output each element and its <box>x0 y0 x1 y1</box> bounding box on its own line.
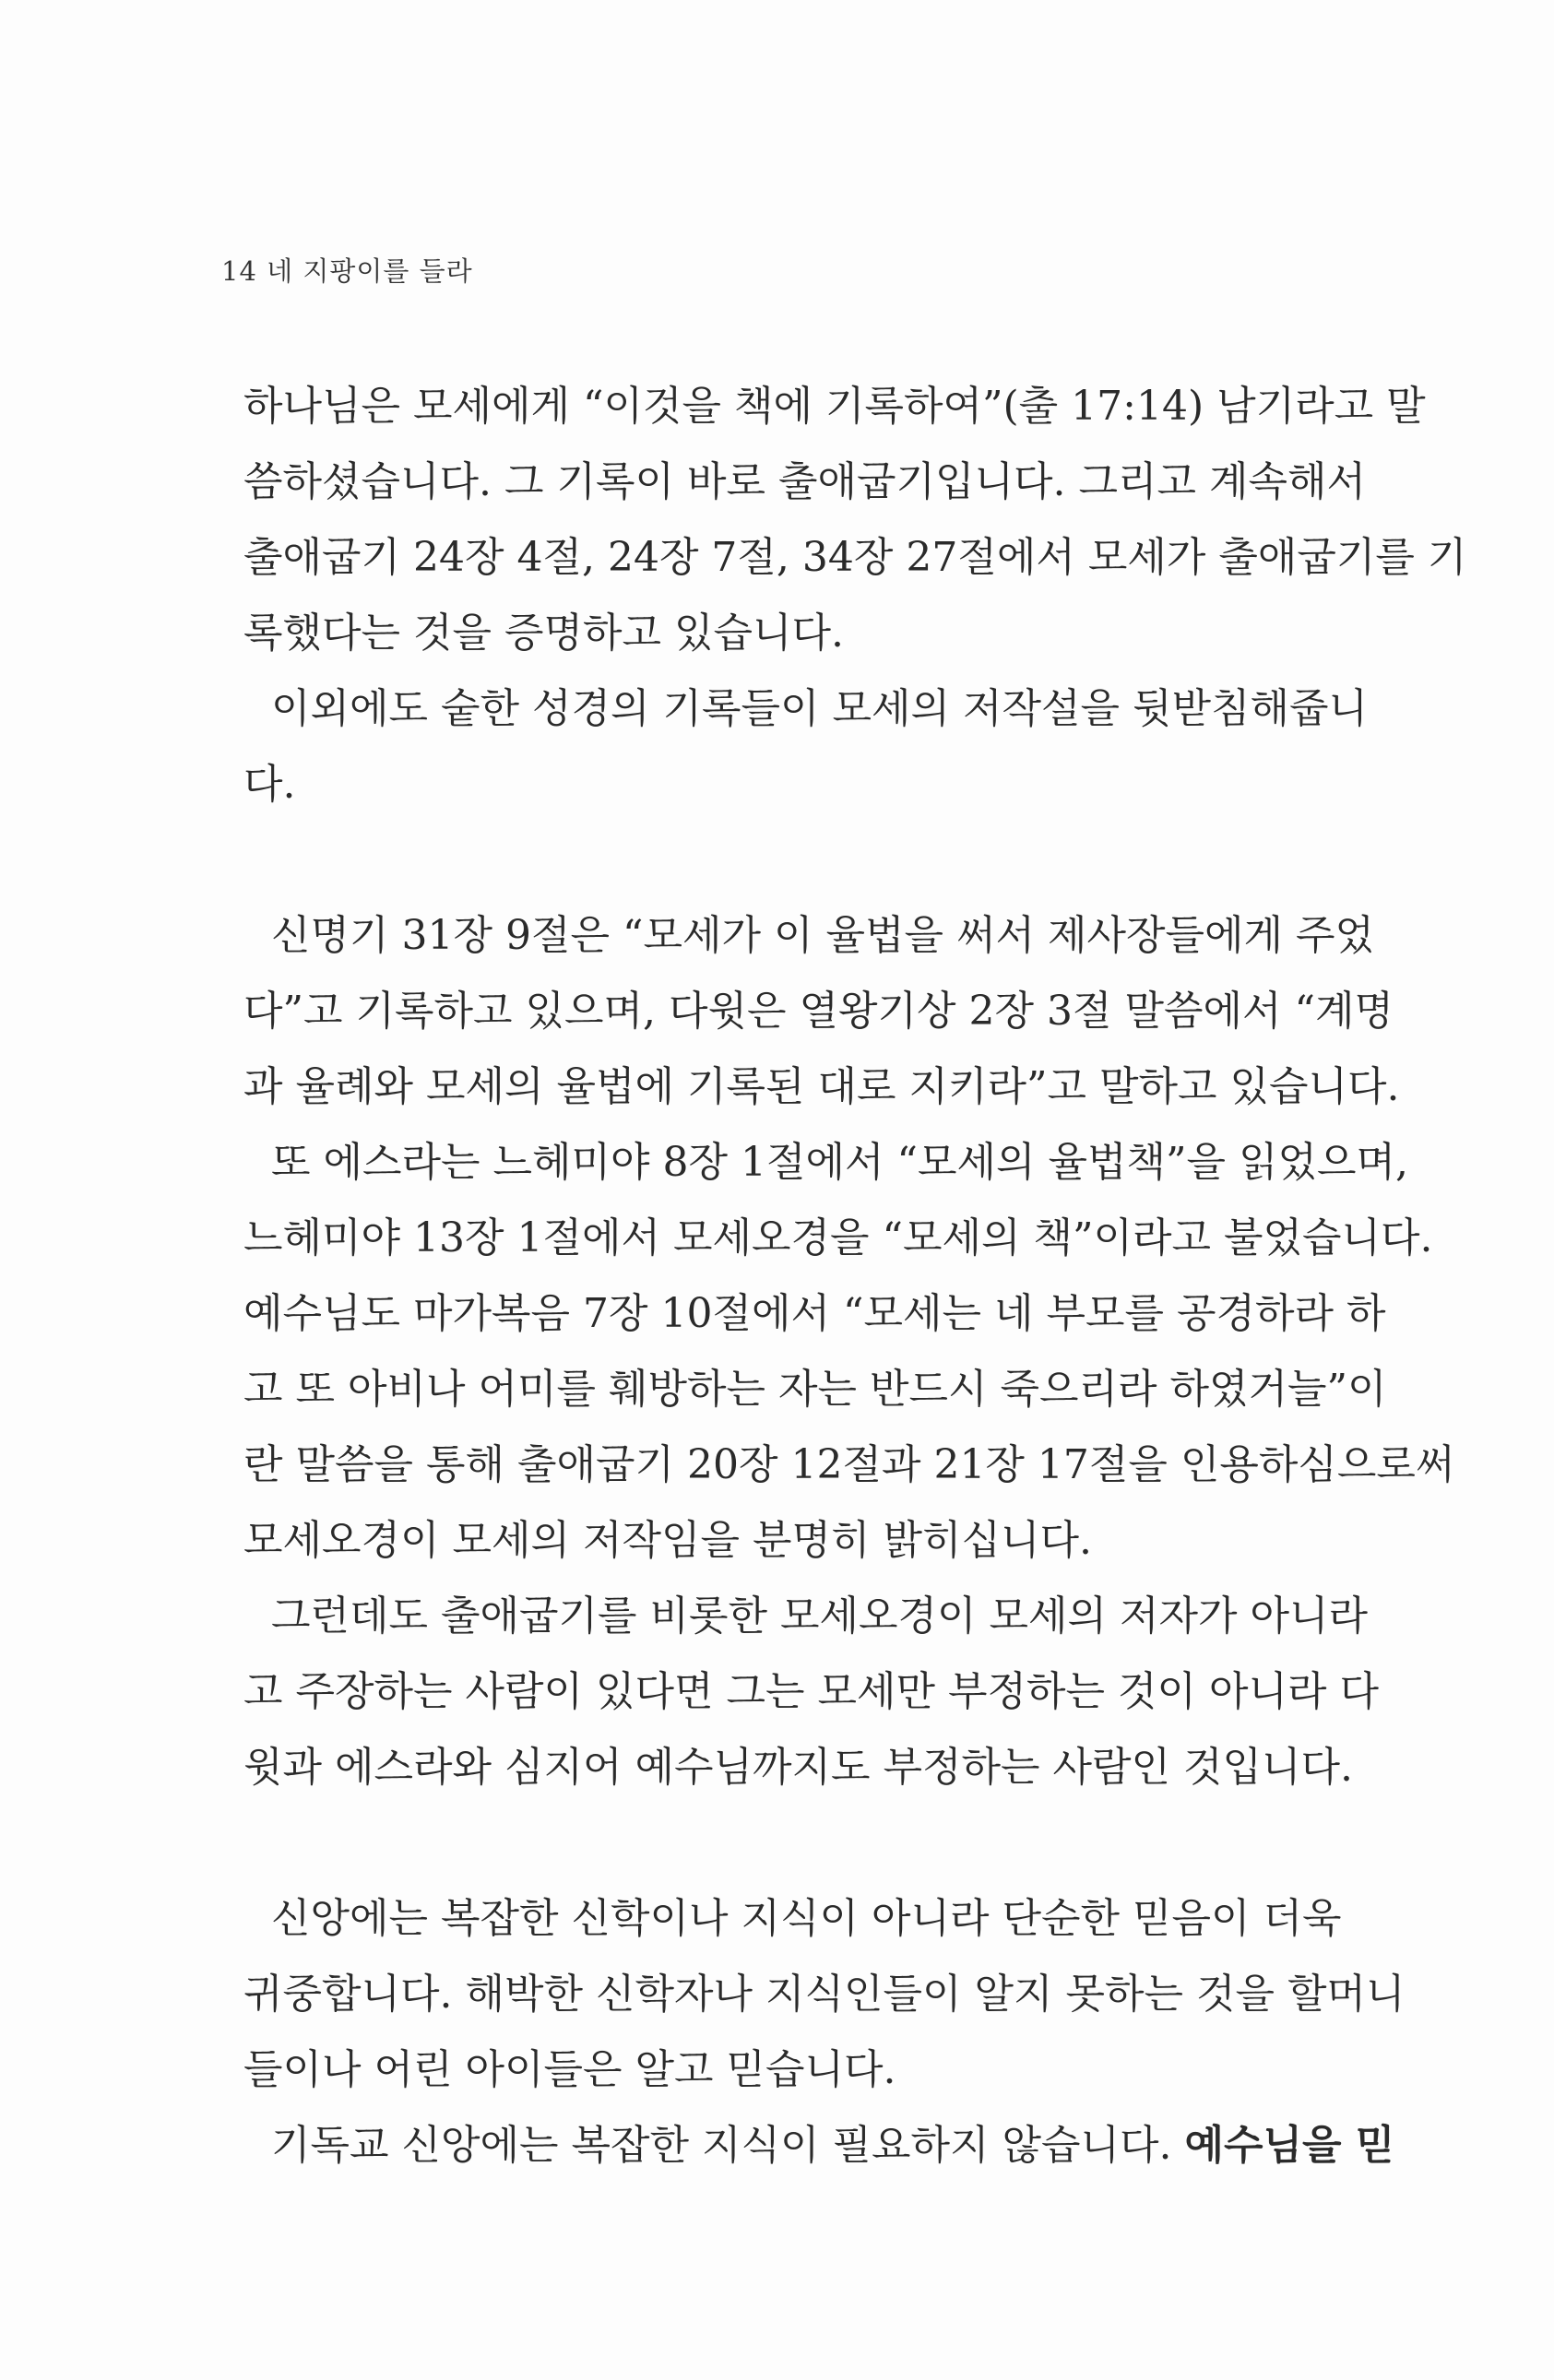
line-text: 느헤미야 13장 1절에서 모세오경을 “모세의 책”이라고 불었습니다. <box>243 1214 1433 1261</box>
text-line <box>243 1579 1369 1654</box>
text-line <box>243 596 1332 671</box>
line-text: 귀중합니다. 해박한 신학자나 지식인들이 알지 못하는 것을 할머니 <box>243 1971 1406 2018</box>
line-text: 예수님도 마가복음 7장 10절에서 “모세는 네 부모를 공경하라 하 <box>243 1290 1386 1337</box>
text-line <box>243 1957 1406 2032</box>
paragraph <box>243 671 1369 823</box>
text-line <box>243 1049 1400 1125</box>
emphasis-text: 예수님을 믿 <box>1184 2122 1395 2169</box>
text-line <box>243 671 1369 747</box>
line-text: 하나님은 모세에게 “이것을 책에 기록하여”(출 17:14) 남기라고 말 <box>243 383 1426 430</box>
line-text: 기독교 신앙에는 복잡한 지식이 필요하지 않습니다. <box>271 2122 1172 2169</box>
line-text: 윗과 에스라와 심지어 예수님까지도 부정하는 사람인 것입니다. <box>243 1744 1354 1791</box>
paragraph <box>243 1125 1455 1579</box>
text-line <box>243 369 1426 444</box>
text-line <box>243 2108 1395 2184</box>
line-text: 출애굽기 24장 4절, 24장 7절, 34장 27절에서 모세가 출애굽기를 기 <box>243 534 1467 581</box>
paragraph-gap <box>243 1806 1332 1881</box>
paragraph-gap <box>243 823 1332 898</box>
line-text: 모세오경이 모세의 저작임을 분명히 밝히십니다. <box>243 1517 1093 1564</box>
line-text: 고 또 아비나 어미를 훼방하는 자는 반드시 죽으리라 하였거늘”이 <box>243 1366 1387 1413</box>
line-text: 들이나 어린 아이들은 알고 믿습니다. <box>243 2046 896 2093</box>
paragraph <box>243 2108 1395 2184</box>
line-text: 고 주장하는 사람이 있다면 그는 모세만 부정하는 것이 아니라 다 <box>243 1668 1379 1715</box>
body-text <box>243 369 1467 2184</box>
text-line <box>243 1352 1387 1427</box>
line-text: 과 율례와 모세의 율법에 기록된 대로 지키라”고 말하고 있습니다. <box>243 1063 1400 1110</box>
paragraph <box>243 1579 1379 1806</box>
line-text: 란 말씀을 통해 출애굽기 20장 12절과 21장 17절을 인용하심으로써 <box>243 1441 1455 1488</box>
paragraph <box>243 369 1467 671</box>
text-line <box>243 898 1374 974</box>
text-line <box>243 2032 1332 2108</box>
text-line <box>243 1881 1342 1957</box>
line-text: 그런데도 출애굽기를 비롯한 모세오경이 모세의 저자가 아니라 <box>271 1593 1369 1640</box>
text-line <box>243 520 1467 596</box>
line-text: 신명기 31장 9절은 “모세가 이 율법을 써서 제사장들에게 주었 <box>271 912 1374 959</box>
line-text: 또 에스라는 느헤미야 8장 1절에서 “모세의 율법책”을 읽었으며, <box>271 1139 1408 1186</box>
text-line <box>243 1427 1455 1503</box>
text-line <box>243 747 1332 823</box>
running-head: 14 네 지팡이를 들라 <box>221 255 473 287</box>
line-text: 씀하셨습니다. 그 기록이 바로 출애굽기입니다. 그리고 계속해서 <box>243 458 1366 505</box>
line-text: 다. <box>243 761 296 808</box>
text-line <box>243 444 1366 520</box>
paragraph <box>243 1881 1406 2108</box>
paragraph <box>243 898 1400 1125</box>
text-line <box>243 1276 1386 1352</box>
line-text: 신앙에는 복잡한 신학이나 지식이 아니라 단순한 믿음이 더욱 <box>271 1895 1342 1942</box>
line-text: 록했다는 것을 증명하고 있습니다. <box>243 610 844 657</box>
text-line <box>243 1654 1379 1730</box>
text-line <box>243 974 1394 1049</box>
line-text: 다”고 기록하고 있으며, 다윗은 열왕기상 2장 3절 말씀에서 “계명 <box>243 988 1394 1035</box>
text-line <box>243 1730 1354 1806</box>
text-line <box>243 1125 1408 1201</box>
line-text: 이외에도 숱한 성경의 기록들이 모세의 저작설을 뒷받침해줍니 <box>271 685 1369 732</box>
text-line <box>243 1503 1332 1579</box>
text-line <box>243 1201 1433 1276</box>
